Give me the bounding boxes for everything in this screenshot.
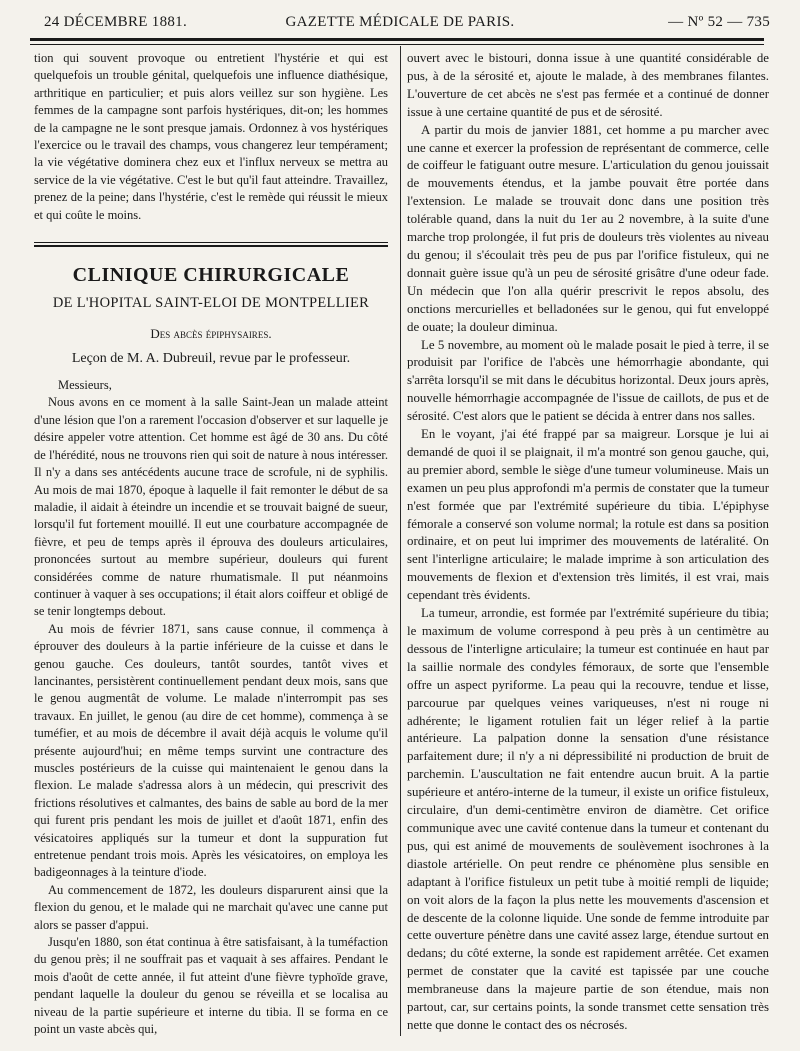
section-rule-thick — [34, 245, 388, 247]
lecture-byline: Leçon de M. A. Dubreuil, revue par le professeur. — [71, 351, 351, 367]
body-paragraph: Au commencement de 1872, les douleurs disparurent ainsi que la flexion du genou, et le malade qui ne marchait qu'avec une canne put alors se passer d'appui. — [34, 882, 388, 932]
body-paragraph: La tumeur, arrondie, est formée par l'extrémité supérieure du tibia; le maximum de volume correspond à peu près à un centimètre au dessous de l'interligne articulaire; la tumeur est continuée en haut par la saillie normale des condyles fémoraux, de sorte que l'ensemble offre un aspect pyriforme. La peau qui la recouvre, tendue et lisse, parcourue par quelques veines variqueuses, n'est ni rouge ni adhérente; le ligament rotulien fait un léger relief à la partie antérieure. La palpation donne la sensation d'une résistance parfaitement dure; il n'y a ni dépressibilité ni production de bruit de parchemin. L'auscultation ne fait entendre aucun bruit. A la partie supérieure et antéro-interne de la tumeur, il existe un orifice fistuleux, circulaire, d'un demi-centimètre environ de diamètre. Cet orifice communique avec une cavité contenue dans la tumeur et contenant du pus, qui est animé de mouvements de soulèvement isochrones à la diastole artérielle. On peut rendre ce phénomène plus sensible en adaptant à l'orifice fistuleux un petit tube à moitié rempli de liquide; on voit alors de la façon la plus nette les mouvements d'ascension et de descente de la colonne liquide. Une sonde de femme introduite par cette ouverture pénètre dans une cavité assez large, étendue surtout en dedans; du côté externe, la sonde est rapidement arrêtée. Cet examen permet de constater que la cavité est tapissée par une couche membraneuse dans la majeure partie de son étendue, mais non partout, car, sur certains points, la sonde transmet cette sensation très nette que donne le contact des os nécrosés. — [407, 606, 769, 1032]
topic-heading: Des abcès épiphysaires. — [150, 326, 272, 342]
header-rule-thick — [30, 38, 764, 41]
header-page-number: — Nº 52 — 735 — [668, 14, 770, 30]
section-subtitle: DE L'HOPITAL SAINT-ELOI DE MONTPELLIER — [52, 295, 370, 312]
body-paragraph: Le 5 novembre, au moment où le malade posait le pied à terre, il se produisit par l'orifice de l'abcès une hémorrhagie abondante, qui s'arrêta lorsqu'il se mit dans le décubitus horizontal. Deux jours après, nouvelle hémorrhagie accompagnée de l'issue de caillots, de pus et de sérosité. C'est alors que le patient se décida à entrer dans nos salles. — [407, 337, 769, 424]
body-paragraph: Au mois de février 1871, sans cause connue, il commença à éprouver des douleurs à la partie inférieure de la cuisse et dans le genou gauche. Ces douleurs, tantôt sourdes, tantôt vives et lancinantes, persistèrent continuellement pendant deux mois, sans que le genou augmentât de volume. Le malade n'interrompit pas ses travaux. En juillet, le genou (au dire de cet homme), commença à se tuméfier, et au mois de décembre il avait déjà acquis le volume qu'il présente aujourd'hui; en même temps survint une contracture des muscles postérieurs de la cuisse qui maintenaient le genou dans la flexion. Le malade s'adressa alors à un médecin, qui prescrivit des frictions résolutives et calmantes, des bains de sable au bord de la mer qui furent pris pendant les mois de juillet et d'août 1871, enfin des vésicatoires appliqués sur la tumeur et dont la suppuration fut entretenue pendant trois mois. Après les vésicatoires, on employa les badigeonnages à la teinture d'iode. — [34, 621, 388, 880]
body-paragraph: Jusqu'en 1880, son état continua à être satisfaisant, à la tuméfaction du genou près; il ne souffrait pas et vaquait à ses affaires. Pendant le mois d'août de cette année, il fut atteint d'une fièvre typhoïde grave, pendant laquelle la douleur du genou se réveilla et se localisa au niveau de la partie supérieure et interne du tibia. Il se forma en ce point un vaste abcès qui, — [34, 935, 388, 1037]
right-column — [407, 50, 769, 1035]
header-title: GAZETTE MÉDICALE DE PARIS. — [285, 14, 515, 30]
header-rule-thin — [30, 44, 764, 45]
section-rule-thin — [34, 242, 388, 243]
intro-paragraph: tion qui souvent provoque ou entretient l'hystérie et qui est quelquefois un trouble génital, quelquefois une influence diathésique, arthritique en particulier; et puis alors veillez sur son hygiène. Les femmes de la campagne sont parfois hystériques, dit-on; les hommes de la campagne ne le sont presque jamais. Ordonnez à vos hystériques l'exercice ou le travail des champs, vous changerez leur tempérament; la vie végétative dominera chez eux et l'influx nerveux se mettra au service de la vie végétative. C'est le but qu'il faut atteindre. Travaillez, prenez de la peine; dans l'hystérie, c'est le remède qui réussit le mieux et qui coûte le moins. — [34, 51, 388, 222]
column-divider — [400, 46, 401, 1036]
body-paragraph: Nous avons en ce moment à la salle Saint-Jean un malade atteint d'une lésion que l'on a rarement l'occasion d'observer et sur laquelle je désire appeler votre attention. Cet homme est âgé de 30 ans. Du côté de l'hérédité, nous ne trouvons rien qui soit de nature à nous intéresser. Il n'y a dans ses antécédents aucune trace de scrofule, ni de syphilis. Au mois de mai 1870, époque à laquelle il fait remonter le début de sa maladie, il aidait à éteindre un incendie et se trouvait baigné de sueur, lorsqu'il fut fortement mouillé. Il eut une courbature accompagnée de fièvre, et peu de temps après il éprouva des douleurs articulaires, prononcées surtout au membre supérieur, douleurs qui furent considérées comme de nature rhumatismale. Il put néanmoins continuer à vaquer à ses occupations; il était alors coiffeur et obligé de se tenir longtemps debout. — [34, 395, 388, 619]
body-paragraph: En le voyant, j'ai été frappé par sa maigreur. Lorsque je lui ai demandé de quoi il se plaignait, il m'a montré son genou gauche, qui, au premier abord, semble le siège d'une tumeur volumineuse. Mais un examen un peu plus approfondi m'a permis de constater que la tumeur n'est formée que par l'extrémité supérieure du tibia. L'épiphyse fémorale a conservé son volume normal; la rotule est dans sa position ordinaire, et on peut lui imprimer des mouvements de latéralité. On sent l'interligne articulaire; le malade imprime à son articulation des mouvements de flexion et d'extension très limités, il est vrai, mais cependant très évidents. — [407, 427, 769, 603]
section-title: CLINIQUE CHIRURGICALE — [72, 264, 350, 287]
header-date: 24 DÉCEMBRE 1881. — [44, 14, 188, 30]
left-column — [34, 50, 388, 1039]
body-paragraph: A partir du mois de janvier 1881, cet homme a pu marcher avec une canne et exercer la profession de représentant de commerce, celle de coiffeur le fatiguant outre mesure. L'articulation du genou jouissait de mouvements étendus, et la jambe pouvait être portée dans l'extension. Le malade se trouvait donc dans une position très tolérable quand, dans la nuit du 1er au 2 novembre, à la suite d'une marche trop prolongée, il fut pris de douleurs très violentes au niveau du genou; il s'écoulait très peu de pus par l'orifice fistuleux, qui ne donnait guère issue qu'à un peu de sérosité grisâtre d'une odeur fade. Un médecin que l'on alla quérir prescrivit le repos absolu, des onctions mercurielles et belladonées sur le genou, qui fut enveloppé de ouate; la douleur diminua. — [407, 122, 769, 334]
salutation: Messieurs, — [58, 378, 112, 393]
page-header — [30, 10, 770, 32]
body-paragraph: ouvert avec le bistouri, donna issue à une quantité considérable de pus, à de la sérosité et, ajoute le malade, à des membranes filantes. L'ouverture de cet abcès ne s'est pas fermée et a continué de donner issue à une certaine quantité de pus et de sérosité. — [407, 51, 769, 119]
